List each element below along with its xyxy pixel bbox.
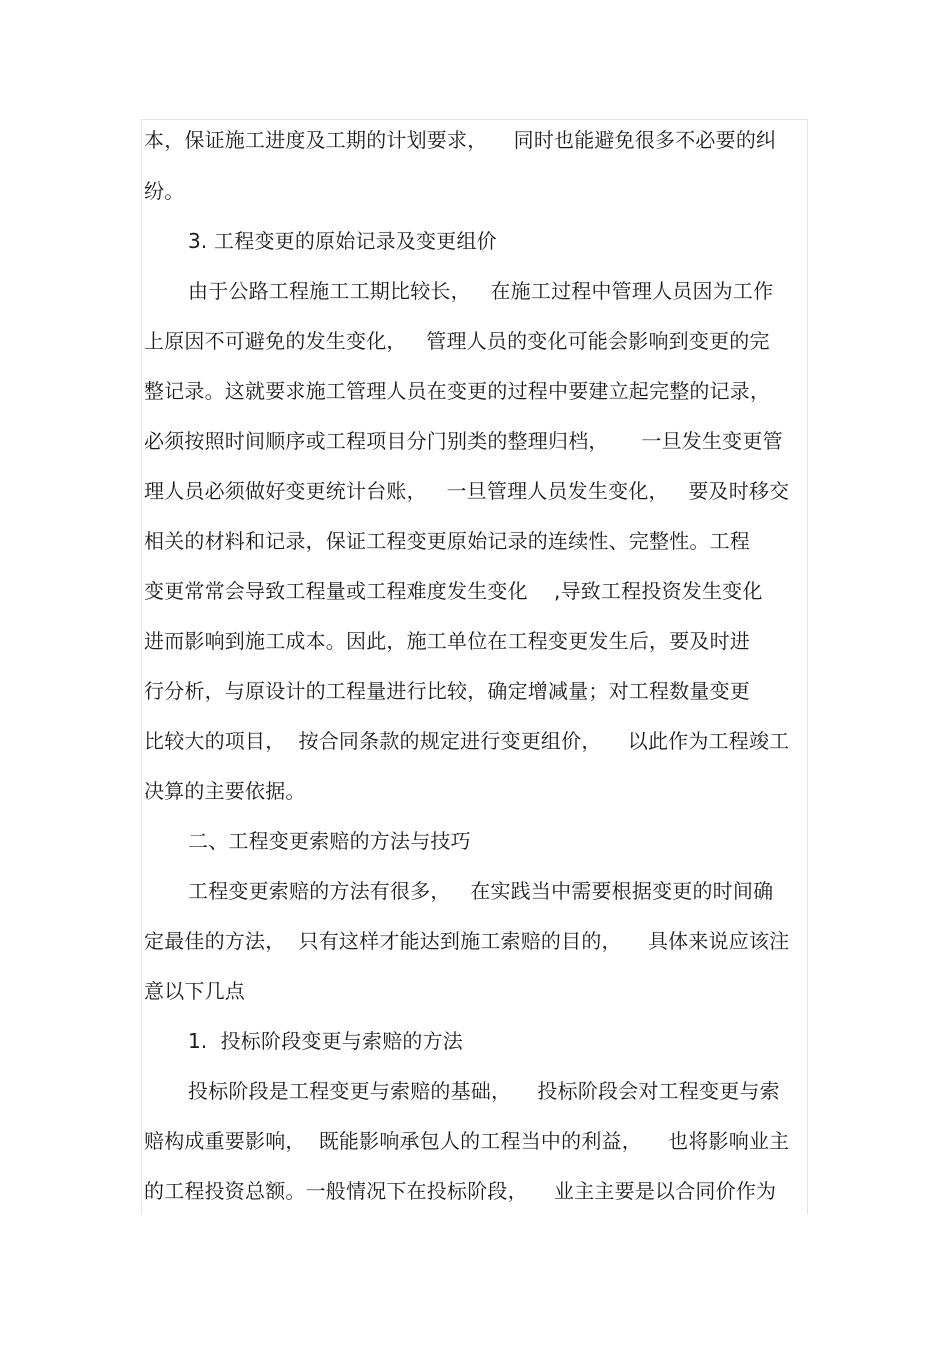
text-line: 投标阶段是工程变更与索赔的基础， 投标阶段会对工程变更与索: [188, 1079, 780, 1103]
text-line: 行分析，与原设计的工程量进行比较，确定增减量；对工程数量变更: [144, 679, 750, 703]
text-line: 本，保证施工进度及工期的计划要求， 同时也能避免很多不必要的纠: [144, 128, 777, 152]
text-line: 必须按照时间顺序或工程项目分门别类的整理归档， 一旦发生变更管: [144, 429, 783, 453]
text-line: 进而影响到施工成本。因此，施工单位在工程变更发生后，要及时进: [144, 629, 750, 653]
text-line: 赔构成重要影响， 既能影响承包人的工程当中的利益， 也将影响业主: [144, 1129, 790, 1153]
text-line: 定最佳的方法， 只有这样才能达到施工索赔的目的， 具体来说应该注: [144, 929, 790, 953]
text-line: 整记录。这就要求施工管理人员在变更的过程中要建立起完整的记录，: [144, 379, 771, 403]
text-line: 纷。: [144, 179, 185, 203]
text-line: 相关的材料和记录，保证工程变更原始记录的连续性、完整性。工程: [144, 529, 750, 553]
text-line: 工程变更索赔的方法有很多， 在实践当中需要根据变更的时间确: [188, 879, 774, 903]
text-line: 由于公路工程施工工期比较长， 在施工过程中管理人员因为工作: [188, 279, 774, 303]
text-line: 理人员必须做好变更统计台账， 一旦管理人员发生变化， 要及时移交: [144, 479, 790, 503]
text-line: 的工程投资总额。一般情况下在投标阶段， 业主主要是以合同价作为: [144, 1179, 777, 1203]
text-line: 变更常常会导致工程量或工程难度发生变化 ,导致工程投资发生变化: [144, 579, 763, 603]
text-line: 上原因不可避免的发生变化， 管理人员的变化可能会影响到变更的完: [144, 329, 770, 353]
text-line: 决算的主要依据。: [144, 779, 306, 803]
text-line: 意以下几点: [144, 979, 245, 1003]
section-heading: 二、工程变更索赔的方法与技巧: [188, 829, 471, 853]
section-heading: 3. 工程变更的原始记录及变更组价: [188, 229, 497, 253]
text-line: 比较大的项目， 按合同条款的规定进行变更组价， 以此作为工程竣工: [144, 729, 790, 753]
section-heading: 1. 投标阶段变更与索赔的方法: [188, 1029, 463, 1053]
